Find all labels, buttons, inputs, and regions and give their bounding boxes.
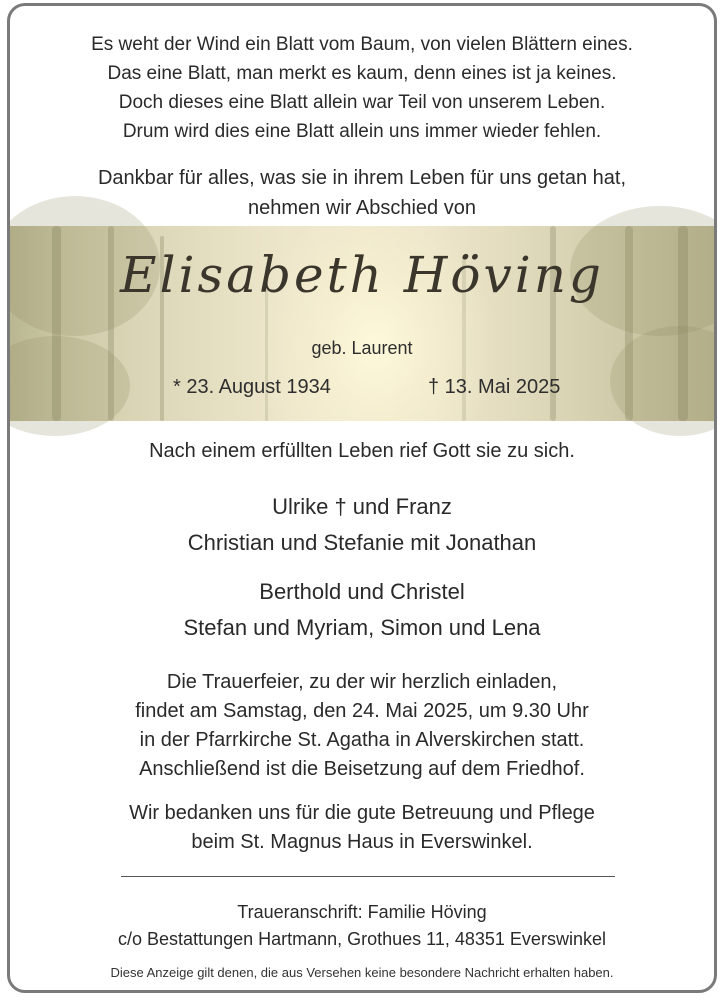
mourning-address: [10, 899, 714, 953]
footer-note: Diese Anzeige gilt denen, die aus Versehen keine besondere Nachricht erhalten haben.: [110, 965, 614, 980]
family-group: [10, 574, 714, 646]
poem-line: Drum wird dies eine Blatt allein uns immer wieder fehlen.: [122, 121, 602, 142]
poem-line: Das eine Blatt, man merkt es kaum, denn eines ist ja keines.: [107, 63, 617, 84]
address-line: c/o Bestattungen Hartmann, Grothues 11, 48351 Everswinkel: [118, 929, 606, 949]
deceased-name: Elisabeth Höving: [120, 246, 604, 304]
divider: [121, 876, 615, 877]
thanks-line: beim St. Magnus Haus in Everswinkel.: [191, 831, 533, 853]
family-line: Stefan und Myriam, Simon und Lena: [183, 615, 541, 640]
maiden-name: geb. Laurent: [311, 338, 413, 358]
forest-banner: [10, 226, 714, 421]
family-line: Ulrike † und Franz: [272, 494, 452, 519]
obituary-card: [7, 3, 717, 993]
service-line: Anschließend ist die Beisetzung auf dem Friedhof.: [139, 758, 585, 780]
birth-date: * 23. August 1934: [173, 376, 331, 398]
death-date: † 13. Mai 2025: [428, 376, 561, 398]
service-line: findet am Samstag, den 24. Mai 2025, um 9.30 Uhr: [135, 700, 589, 722]
family-line: Berthold und Christel: [259, 579, 465, 604]
service-line: Die Trauerfeier, zu der wir herzlich einladen,: [166, 671, 558, 693]
service-info: [10, 668, 714, 784]
poem: [10, 30, 714, 146]
address-line: Traueranschrift: Familie Höving: [237, 902, 487, 922]
thanks-line: Wir bedanken uns für die gute Betreuung und Pflege: [129, 802, 595, 824]
poem-line: Es weht der Wind ein Blatt vom Baum, von vielen Blättern eines.: [91, 34, 633, 55]
family-line: Christian und Stefanie mit Jonathan: [187, 530, 537, 555]
god-line: Nach einem erfüllten Leben rief Gott sie zu sich.: [149, 440, 575, 462]
intro-line: nehmen wir Abschied von: [248, 197, 476, 219]
family-group: [10, 489, 714, 561]
thanks-text: [10, 799, 714, 857]
intro-line: Dankbar für alles, was sie in ihrem Leben für uns getan hat,: [97, 167, 627, 189]
poem-line: Doch dieses eine Blatt allein war Teil von unserem Leben.: [118, 92, 606, 113]
service-line: in der Pfarrkirche St. Agatha in Alverskirchen statt.: [139, 729, 585, 751]
